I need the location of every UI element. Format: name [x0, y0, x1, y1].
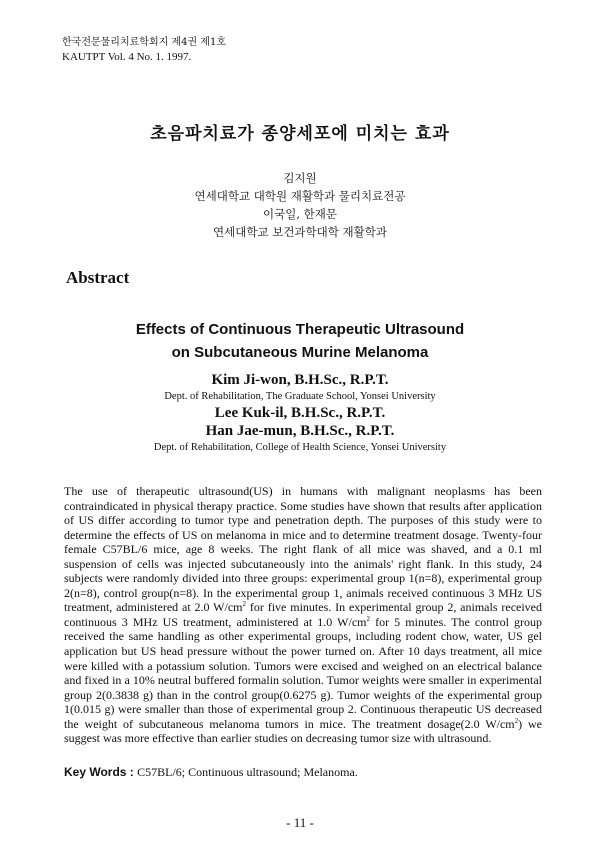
english-title-line: Effects of Continuous Therapeutic Ultrasound — [135, 321, 465, 338]
abstract-text: The use of therapeutic ultrasound(US) in humans with malignant neoplasms has been contraindicated in physical therapy practice. Some studies have shown that results after application of US differ according to tumor type and penetration depth. The purposes of this study were to determine the effects of US on melanoma in mice and to determine treatment dosage. Twenty-four female C57BL/6 mice, age 8 weeks. The right flank of all mice was shaved, and a 0.1 ml suspension of cells was injected subcutaneously into the animals' right flank. In this study, 24 subjects were randomly divided into three groups: experimental group 1(n=8), experimental group 2(n=8), control group(n=8). In the experimental group 1, animals received continuous 3 MHz US treatment, administered at 2.0 W/cm — [64, 484, 542, 615]
korean-author-line: 김지원 — [283, 171, 317, 185]
korean-authors — [0, 169, 600, 241]
page-number: - 11 - — [286, 815, 314, 830]
english-title — [0, 318, 600, 364]
korean-title: 초음파치료가 종양세포에 미치는 효과 — [150, 124, 450, 144]
superscript: 2 — [514, 716, 519, 725]
author-affiliation: Dept. of Rehabilitation, College of Health Science, Yonsei University — [153, 442, 447, 453]
abstract-text: for five minutes. In experimental group 2, animals received continuous 3 MHz US treatment, administered at 1.0 W/cm — [64, 600, 543, 629]
author-name: Han Jae-mun, B.H.Sc., R.P.T. — [205, 423, 395, 439]
journal-name-english: KAUTPT Vol. 4 No. 1. 1997. — [62, 51, 192, 63]
author-name: Kim Ji-won, B.H.Sc., R.P.T. — [211, 372, 389, 388]
abstract-text: ) we suggest was more effective than earlier studies on decreasing tumor size with ultrasound. — [64, 716, 542, 746]
keywords-text: C57BL/6; Continuous ultrasound; Melanoma. — [137, 765, 358, 779]
english-authors — [0, 371, 600, 455]
abstract-heading: Abstract — [66, 268, 130, 287]
superscript: 2 — [242, 600, 247, 609]
keywords-label: Key Words : — [64, 765, 138, 779]
journal-name-korean: 한국전문물리치료학회지 제4권 제1호 — [62, 37, 226, 48]
author-name: Lee Kuk-il, B.H.Sc., R.P.T. — [214, 405, 386, 421]
abstract-text: for 5 minutes. The control group received the same handling as other experimental groups, including rodent chow, water, US gel application but US head pressure without the power turned on. After 10 days treatment, all mice were killed with a potassium solution. Tumors were excised and weighed on an electrical balance and fixed in a 10% neutral buffered formalin solution. Tumor weights were smaller in experimental group 2(0.3838 g) than in the control group(0.6275 g). Tumor weights of the experimental group 1(0.015 g) were smaller than those of experimental group 2. Continuous therapeutic US decreased the weight of subcutaneous melanoma tumors in mice. The treatment dosage(2.0 W/cm — [64, 614, 542, 731]
korean-affiliation-line: 연세대학교 보건과학대학 재활학과 — [213, 225, 387, 239]
keywords — [64, 765, 542, 780]
english-title-line: on Subcutaneous Murine Melanoma — [171, 344, 429, 361]
korean-author-line: 이국일, 한재문 — [263, 207, 337, 221]
abstract-body — [64, 484, 542, 746]
korean-affiliation-line: 연세대학교 대학원 재활학과 물리치료전공 — [194, 189, 406, 203]
superscript: 2 — [366, 614, 370, 623]
author-affiliation: Dept. of Rehabilitation, The Graduate School, Yonsei University — [164, 391, 436, 402]
journal-header — [62, 36, 226, 64]
